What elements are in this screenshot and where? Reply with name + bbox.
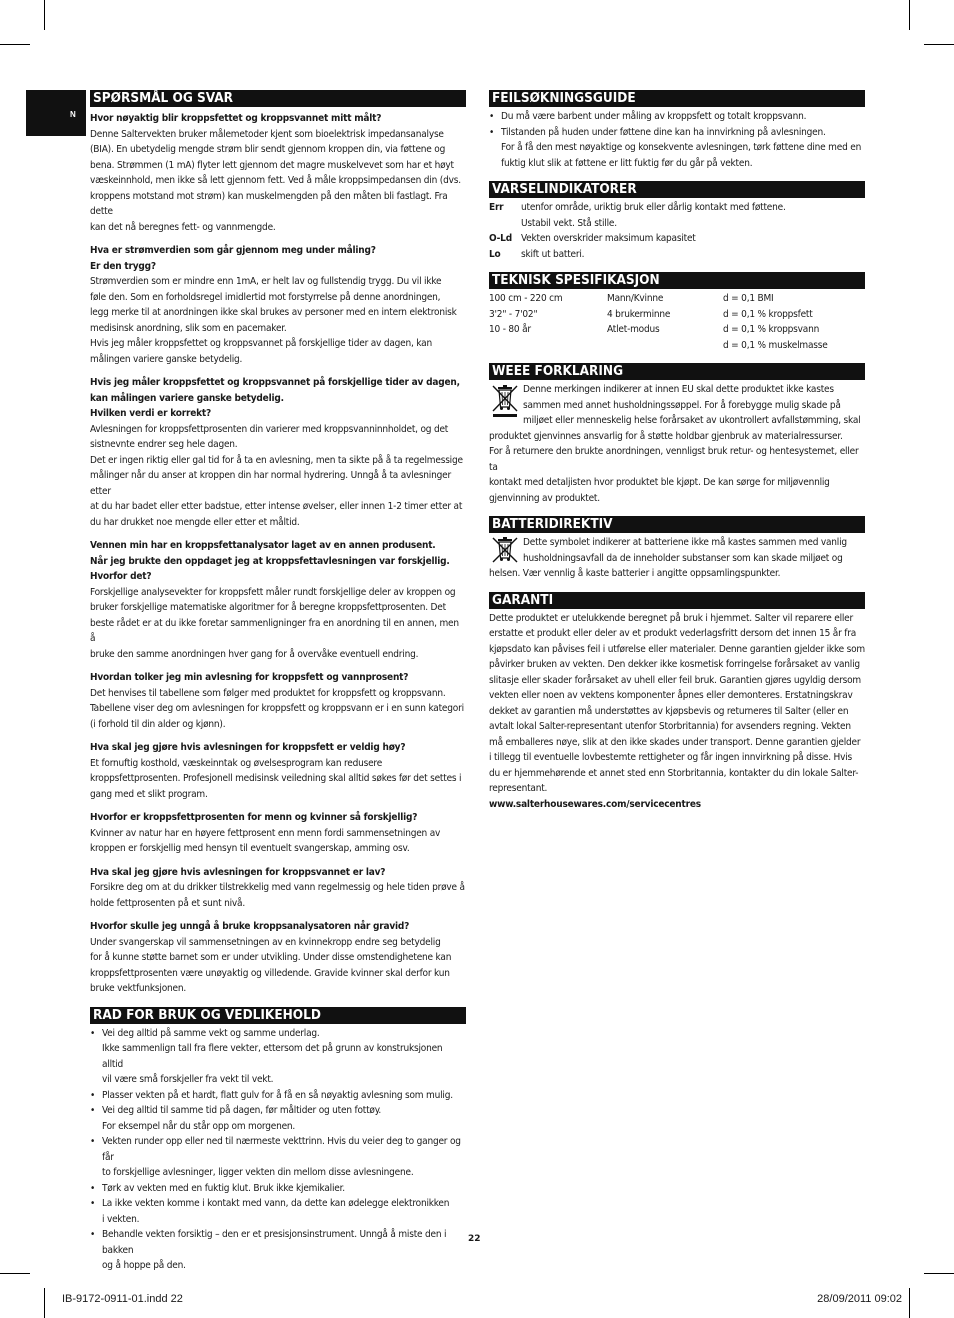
service-url[interactable]: www.salterhousewares.com/servicecentres — [489, 798, 701, 810]
advice-item — [90, 1088, 466, 1104]
crossed-bin-icon — [489, 383, 521, 417]
qa-answer: at du har badet eller etter badstue, etter intense øvelser, eller innen 1-2 timer etter at — [90, 501, 463, 512]
spec-cell: 3'2" - 7'02" — [489, 308, 538, 320]
qa-answer: Tabellene viser deg om avlesningen for kroppsfett og kroppsvann er i en sunn kategori — [90, 703, 464, 714]
qa-answer: bruke den samme anordningen hver gang for å overvåke eventuell endring. — [90, 648, 419, 660]
guarantee-line: erstatte et produkt eller deler av et produkt vederlagsfritt dersom det innen 15 år fra — [489, 628, 857, 639]
qa-question: Hvor nøyaktig blir kroppsfettet og kroppsvannet mitt målt? — [90, 113, 382, 124]
indicator-text: Ustabil vekt. Stå stille. — [521, 217, 617, 229]
qa-answer: Forsikre deg om at du drikker tilstrekkelig med vann regelmessig og hele tiden prøve å — [90, 882, 465, 893]
qa-answer: bruker forskjellige matematiske algoritmer for å beregne kroppsfettprosenten. Det — [90, 602, 446, 613]
qa-answer: kroppsfettprosenten være unøyaktig og villedende. Gravide kvinner skal derfor kun — [90, 967, 450, 979]
qa-answer: Strømverdien som er mindre enn 1mA, er helt lav og fullstendig trygg. Du vil ikke — [90, 276, 442, 287]
advice-line: • Vei deg alltid på samme vekt og samme underlag. — [102, 1027, 320, 1039]
weee-line: sammen med annet husholdningssøppel. For å forebygge mulig skade på — [523, 399, 841, 411]
troubleshooting-list — [489, 109, 865, 171]
spec-cell — [607, 338, 723, 354]
spec-cell: Atlet-modus — [607, 324, 660, 335]
crop-mark — [44, 1288, 45, 1318]
section-heading-troubleshooting: FEILSØKNINGSGUIDE — [489, 90, 865, 107]
qa-question: Hvorfor skulle jeg unngå å bruke kroppsanalysatoren når gravid? — [90, 921, 410, 932]
qa-answer: kroppens motstand mot strøm) kan muskelmengden på den måten bli fastlagt. Fra dette — [90, 190, 448, 217]
section-heading-qa: SPØRSMÅL OG SVAR — [90, 90, 466, 107]
advice-list — [90, 1026, 466, 1274]
qa-question: Hva skal jeg gjøre hvis avlesningen for kroppsvannet er lav? — [90, 866, 386, 878]
weee-line: gjenvinning av produktet. — [489, 492, 600, 504]
qa-answer: (i forhold til din alder og kjønn). — [90, 718, 226, 730]
spec-cell: d = 0,1 % kroppsfett — [723, 308, 813, 320]
weee-line: Denne merkingen indikerer at innen EU skal dette produktet ikke kastes — [523, 384, 834, 395]
crop-mark — [909, 0, 910, 30]
qa-answer: målingen variere ganske betydelig. — [90, 353, 243, 365]
spec-cell: d = 0,1 % kroppsvann — [723, 324, 820, 335]
advice-line: • Tørk av vekten med en fuktig klut. Bruk ikke kjemikalier. — [102, 1182, 345, 1194]
guarantee-line: i tillegg til eventuelle lovbestemte rettigheter og får ingen innvirkning på disse. Hvis — [489, 752, 853, 763]
qa-question: Når jeg brukte den oppdaget jeg at kroppsfettavlesningen var forskjellig. — [90, 555, 450, 567]
spec-cell: d = 0,1 BMI — [723, 293, 774, 304]
guarantee-line: avtalt lokal Salter-representant utenfor Storbritannia) for avsenders regning. Vekten — [489, 721, 851, 732]
spec-table — [489, 291, 865, 353]
indicator-list — [489, 200, 865, 262]
qa-answer: Avlesningen for kroppsfettprosenten din varierer med kroppsvanninnholdet, og det — [90, 423, 449, 435]
qa-answer: kroppsfettprosenten. Profesjonell medisinsk veiledning skal alltid søkes før det settes i — [90, 773, 462, 784]
qa-answer: føle den. Som en forholdsregel imidlertid mot forstyrrelse på denne anordningen, — [90, 291, 441, 303]
indicator-row — [489, 200, 865, 216]
troubleshooting-line: fuktig klut slik at føttene er litt fuktig før du går på vekten. — [501, 157, 753, 169]
qa-answer: Kvinner av natur har en høyere fettprosent enn menn fordi sammensetningen av — [90, 827, 441, 839]
language-tab: N — [26, 90, 86, 136]
qa-answer: beste rådet er at du ikke foretar sammenligninger fra en anordning til en annen, men å — [90, 617, 459, 644]
crop-mark — [0, 1273, 30, 1274]
advice-item — [90, 1103, 466, 1134]
weee-line: produktet gjenvinnes ansvarlig for å støtte holdbar gjenbruk av materialressurser. — [489, 430, 843, 442]
qa-question: Hvis jeg måler kroppsfettet og kroppsvannet på forskjellige tider av dagen, — [90, 377, 460, 388]
battery-block — [489, 535, 865, 582]
qa-answer: du har drukket noe mengde eller etter et måltid. — [90, 516, 300, 528]
qa-answer: Et fornuftig kosthold, væskeinntak og øvelsesprogram kan redusere — [90, 757, 383, 769]
qa-answer: (BIA). En ubetydelig mengde strøm blir sendt gjennom kroppen din, via føttene og — [90, 144, 446, 155]
advice-line: og å hoppe på den. — [102, 1260, 186, 1271]
guarantee-line: slitasje eller skader forårsaket av uhell eller feil bruk. Garantien gjøres ugyldig dersom — [489, 674, 861, 686]
advice-line: • Plasser vekten på et hardt, flatt gulv for å få en så nøyaktig avlesning som mulig. — [102, 1089, 453, 1101]
qa-question: Hvorfor er kroppsfettprosenten for menn og kvinner så forskjellig? — [90, 812, 418, 823]
right-column — [489, 90, 865, 812]
weee-line: miljøet eller menneskelig helse forårsaket av ukontrollert avfallstømming, skal — [523, 415, 861, 426]
guarantee-line: kjøpsdato kan påvises feil i utførelse eller materialer. Denne garantien gjelder ikke som — [489, 643, 865, 655]
troubleshooting-line: • Du må være barbent under måling av kroppsfett og totalt kroppsvann. — [501, 111, 807, 122]
advice-line: For eksempel når du står opp om morgenen. — [102, 1120, 296, 1132]
qa-answer: holde fettprosenten på et sunt nivå. — [90, 897, 245, 909]
section-heading-guarantee: GARANTI — [489, 592, 865, 609]
crop-mark — [0, 44, 30, 45]
advice-line: • La ikke vekten komme i kontakt med vann, da dette kan ødelegge elektronikken — [102, 1198, 450, 1209]
footer-date: 28/09/2011 09:02 — [817, 1293, 902, 1305]
qa-question: Hvorfor det? — [90, 571, 152, 582]
battery-line: Dette symbolet indikerer at batteriene ikke må kastes sammen med vanlig — [523, 537, 847, 548]
battery-line: helsen. Vær vennlig å kaste batterier i angitte oppsamlingspunkter. — [489, 568, 781, 579]
crop-mark — [909, 1288, 910, 1318]
advice-line: Ikke sammenlign tall fra flere vekter, ettersom det på grunn av konstruksjonen alltid — [102, 1043, 443, 1070]
qa-question: Hvilken verdi er korrekt? — [90, 408, 212, 419]
qa-answer: legg merke til at anordningen ikke skal brukes av personer med en intern elektronisk — [90, 307, 457, 318]
advice-line: • Behandle vekten forsiktig – den er et presisjonsinstrument. Unngå å miste den i bakken — [102, 1229, 447, 1256]
qa-answer: Hvis jeg måler kroppsfettet og kroppsvannet på forskjellige tider av dagen, kan — [90, 338, 432, 349]
spec-cell: 4 brukerminne — [607, 308, 671, 320]
spec-cell: d = 0,1 % muskelmasse — [723, 339, 828, 351]
advice-line: • Vekten runder opp eller ned til nærmeste vekttrinn. Hvis du veier deg to ganger og får — [102, 1136, 461, 1163]
section-heading-battery: BATTERIDIREKTIV — [489, 516, 865, 533]
qa-answer: Denne Saltervekten bruker målemetoder kjent som bioelektrisk impedansanalyse — [90, 128, 444, 140]
guarantee-line: dekket av garantien må understøttes av kjøpsbevis og returneres til Salter (eller en — [489, 705, 849, 717]
advice-item — [90, 1196, 466, 1227]
qa-question: kan målingen variere ganske betydelig. — [90, 392, 284, 404]
crop-mark — [924, 44, 954, 45]
weee-line: For å returnere den brukte anordningen, vennligst bruk retur- og hentesystemet, eller ta — [489, 446, 859, 473]
advice-item — [90, 1026, 466, 1088]
spec-cell: Mann/Kvinne — [607, 293, 664, 304]
guarantee-line: vekten eller noen av vektens komponenter åpnes eller demonteres. Erstatningskrav — [489, 690, 853, 701]
section-heading-advice: RAD FOR BRUK OG VEDLIKEHOLD — [90, 1007, 466, 1024]
section-heading-spec: TEKNISK SPESIFIKASJON — [489, 272, 865, 289]
qa-answer: Det henvises til tabellene som følger med produktet for kroppsfett og kroppsvann. — [90, 687, 446, 699]
guarantee-line: Dette produktet er utelukkende beregnet på bruk i hjemmet. Salter vil reparere eller — [489, 612, 854, 624]
troubleshooting-item — [489, 109, 865, 125]
indicator-code: O-Ld — [489, 233, 512, 244]
indicator-row — [489, 231, 865, 247]
qa-answer: bruke vektfunksjonen. — [90, 983, 187, 994]
battery-line: husholdningsavfall da de inneholder substanser som kan skade miljøet og — [523, 552, 843, 564]
indicator-code: Lo — [489, 248, 501, 260]
qa-answer: kan det nå beregnes fett- og vannmengde. — [90, 221, 276, 233]
guarantee-text — [489, 611, 865, 797]
guarantee-line: representant. — [489, 783, 548, 794]
qa-answer: bena. Strømmen (1 mA) flyter lett gjennom det magre muskelvevet som har et høyt — [90, 159, 454, 171]
qa-question: Er den trygg? — [90, 260, 156, 272]
section-heading-indicators: VARSELINDIKATORER — [489, 181, 865, 198]
qa-answer: gang med et slikt program. — [90, 788, 208, 800]
qa-answer: medisinsk anordning, slik som en pacemaker. — [90, 322, 287, 334]
qa-question: Hvordan tolker jeg min avlesning for kroppsfett og vannprosent? — [90, 672, 409, 683]
indicator-code — [489, 216, 521, 232]
weee-block — [489, 382, 865, 506]
indicator-text: skift ut batteri. — [521, 248, 585, 260]
qa-question: Vennen min har en kroppsfettanalysator laget av en annen produsent. — [90, 540, 436, 551]
qa-answer: væskeinnhold, men ikke så lett gjennom fett. Ved å måle kroppsimpedansen din (dvs. — [90, 175, 461, 186]
crossed-bin-icon — [489, 536, 521, 564]
advice-line: • Vei deg alltid til samme tid på dagen, før måltider og uten fottøy. — [102, 1105, 382, 1116]
left-column — [90, 90, 466, 1274]
qa-answer: Forskjellige analysevekter for kroppsfett måler rundt forskjellige deler av kroppen og — [90, 586, 456, 598]
qa-list — [90, 111, 466, 997]
spec-cell: 10 - 80 år — [489, 324, 531, 335]
indicator-row — [489, 216, 865, 232]
qa-answer: for å kunne støtte barnet som er under utvikling. Under disse omstendighetene kan — [90, 952, 452, 963]
footer-file: IB-9172-0911-01.indd 22 — [62, 1293, 183, 1305]
qa-answer: Det er ingen riktig eller gal tid for å ta en avlesning, men ta sikte på å ta regelmessige — [90, 454, 463, 466]
qa-answer: Under svangerskap vil sammensetningen av en kvinnekropp endre seg betydelig — [90, 936, 441, 948]
guarantee-line: påvirker bruken av vekten. Den dekker ikke kosmetisk forringelse forårsaket av vanlig — [489, 659, 860, 670]
advice-item — [90, 1227, 466, 1274]
spec-cell: 100 cm - 220 cm — [489, 293, 563, 304]
section-heading-weee: WEEE FORKLARING — [489, 363, 865, 380]
qa-question: Hva er strømverdien som går gjennom meg under måling? — [90, 245, 376, 256]
advice-item — [90, 1181, 466, 1197]
qa-answer: sistnevnte endrer seg hele dagen. — [90, 439, 238, 450]
crop-mark — [924, 1273, 954, 1274]
qa-answer: kroppen er forskjellig med hensyn til eventuelt svangerskap, amming osv. — [90, 843, 410, 854]
indicator-code: Err — [489, 202, 504, 213]
advice-item — [90, 1134, 466, 1181]
page-number: 22 — [468, 1234, 481, 1244]
advice-line: to forskjellige avlesninger, ligger vekten din mellom disse avlesningene. — [102, 1167, 414, 1178]
guarantee-line: du er hjemmehørende et annet sted enn Storbritannia, kontakter du din lokale Salter- — [489, 767, 859, 779]
qa-question: Hva skal jeg gjøre hvis avlesningen for kroppsfett er veldig høy? — [90, 742, 406, 753]
spec-cell — [489, 338, 607, 354]
crop-mark — [44, 0, 45, 30]
troubleshooting-item — [489, 125, 865, 172]
guarantee-line: må emballeres nøye, slik at den ikke skades under transport. Denne garantien gjelder — [489, 736, 861, 748]
qa-answer: målinger når du anser at kroppen din har normal hydrering. Unngå å ta avlesninger etter — [90, 470, 451, 497]
troubleshooting-line: For å få den mest nøyaktige og konsekvente avlesningen, tørk føttene dine med en — [501, 142, 862, 153]
weee-line: kontakt med detaljisten hvor produktet ble kjøpt. De kan sørge for miljøvennlig — [489, 477, 830, 488]
advice-line: vil være små forskjeller fra vekt til vekt. — [102, 1074, 274, 1085]
troubleshooting-line: • Tilstanden på huden under føttene dine kan ha innvirkning på avlesningen. — [501, 126, 826, 138]
indicator-row — [489, 247, 865, 263]
indicator-text: utenfor område, uriktig bruk eller dårlig kontakt med føttene. — [521, 202, 786, 213]
advice-line: i vekten. — [102, 1213, 140, 1225]
indicator-text: Vekten overskrider maksimum kapasitet — [521, 233, 696, 244]
